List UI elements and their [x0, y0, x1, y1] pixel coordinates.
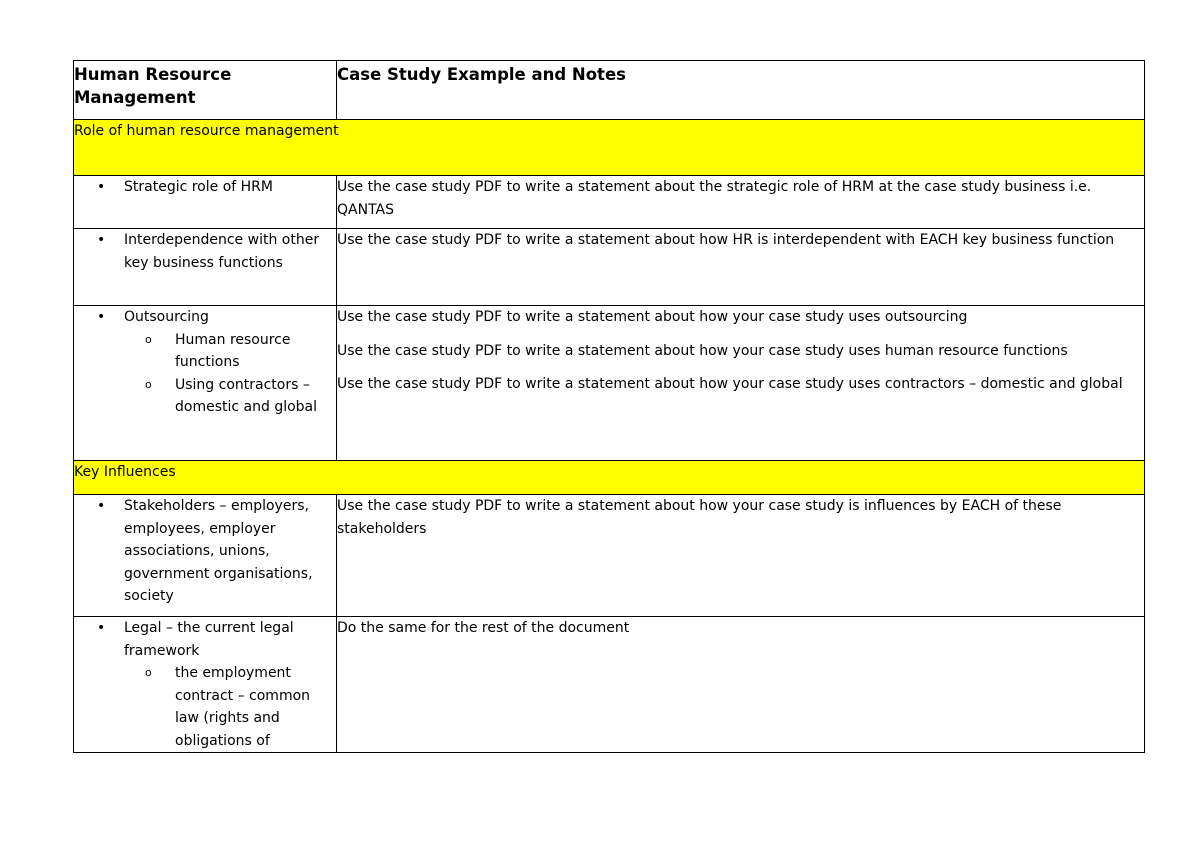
section-row-key-influences — [74, 461, 1145, 495]
sub-list-item: o the employment contract – common law (rights and obligations of — [74, 662, 336, 752]
notes-cell — [337, 176, 1145, 229]
sub-list-item: o Human resource functions — [74, 329, 336, 374]
bullet-list — [74, 617, 336, 752]
topic-cell — [74, 617, 337, 753]
notes-cell — [337, 229, 1145, 306]
topic-cell — [74, 176, 337, 229]
section-heading: Key Influences — [74, 461, 1145, 495]
list-item: • Strategic role of HRM — [74, 176, 336, 199]
list-item: • Stakeholders – employers, employees, employer associations, unions, government organisations, society — [74, 495, 336, 608]
header-cell-notes: Case Study Example and Notes — [337, 61, 1145, 120]
notes-cell — [337, 617, 1145, 753]
topic-cell — [74, 495, 337, 617]
list-item — [74, 306, 336, 419]
note-text: Use the case study PDF to write a statement about how your case study uses outsourcing — [337, 309, 968, 325]
bullet-list — [74, 495, 336, 608]
bullet-list — [74, 306, 336, 419]
note-text: Use the case study PDF to write a statement about how HR is interdependent with EACH key business function — [337, 232, 1115, 248]
note-text: Use the case study PDF to write a statement about how your case study uses human resource functions — [337, 342, 1068, 359]
section-heading: Role of human resource management — [74, 120, 1145, 176]
list-item: • Interdependence with other key business functions — [74, 229, 336, 274]
header-cell-topic: Human Resource Management — [74, 61, 337, 120]
bullet-list — [74, 176, 336, 199]
note-text: Do the same for the rest of the document — [337, 620, 630, 636]
topic-cell — [74, 306, 337, 461]
note-text: Use the case study PDF to write a statement about how your case study is influences by EACH of these stakeholders — [337, 498, 1062, 537]
hrm-notes-table — [73, 60, 1145, 753]
sub-bullet-list — [124, 662, 336, 752]
table-row — [74, 495, 1145, 617]
section-row-role — [74, 120, 1145, 176]
list-item-label: Legal – the current legal framework — [124, 620, 294, 659]
table-header-row — [74, 61, 1145, 120]
table-row — [74, 306, 1145, 461]
bullet-list — [74, 229, 336, 274]
notes-cell — [337, 306, 1145, 461]
note-text: Use the case study PDF to write a statement about how your case study uses contractors – domestic and global — [337, 376, 1123, 392]
topic-cell — [74, 229, 337, 306]
table-row — [74, 176, 1145, 229]
table-row — [74, 617, 1145, 753]
list-item — [74, 617, 336, 752]
list-item-label: Outsourcing — [124, 309, 209, 325]
sub-list-item: o Using contractors – domestic and global — [74, 374, 336, 419]
sub-bullet-list — [124, 329, 336, 419]
notes-cell — [337, 495, 1145, 617]
note-text: Use the case study PDF to write a statement about the strategic role of HRM at the case study business i.e. QANTAS — [337, 179, 1092, 218]
table-row — [74, 229, 1145, 306]
